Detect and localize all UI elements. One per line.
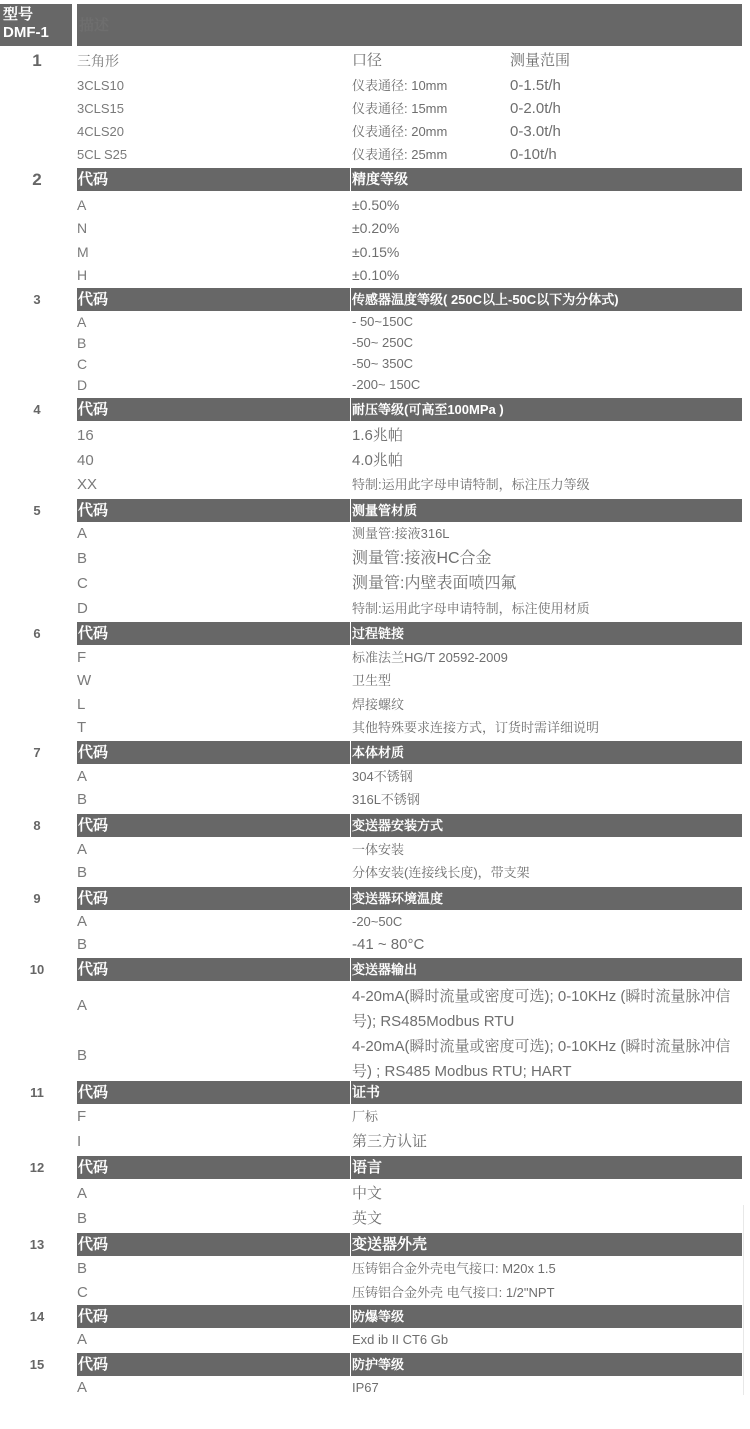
section-title: 防护等级 xyxy=(351,1353,742,1376)
code-header: 代码 xyxy=(77,814,350,837)
section-title: 变送器安装方式 xyxy=(351,814,742,837)
section-title: 耐压等级(可高至100MPa ) xyxy=(351,398,742,421)
table-row: 4CLS20 仪表通径: 20mm 0-3.0t/h xyxy=(77,123,561,140)
code-header: 代码 xyxy=(77,741,350,764)
section-title: 变送器外壳 xyxy=(351,1233,742,1256)
code-header: 代码 xyxy=(77,1156,350,1179)
table-row: 3CLS15 仪表通径: 15mm 0-2.0t/h xyxy=(77,100,561,117)
bore-column-header: 口径 xyxy=(352,52,383,69)
model-header-cell xyxy=(0,4,72,46)
shape-column-header: 三角形 xyxy=(77,53,119,69)
code-header: 代码 xyxy=(77,1353,350,1376)
code-header: 代码 xyxy=(77,1305,350,1328)
code-header: 代码 xyxy=(77,1081,350,1104)
page-edge-divider xyxy=(743,1205,744,1395)
code-header: 代码 xyxy=(77,168,350,191)
section-number: 1 xyxy=(32,51,42,70)
model-label: 型号 xyxy=(3,6,34,23)
description-header-cell: 描述 xyxy=(77,4,742,46)
section-title: 变送器输出 xyxy=(351,958,742,981)
code-header: 代码 xyxy=(77,1233,350,1256)
code-header: 代码 xyxy=(77,499,350,522)
code-header: 代码 xyxy=(77,958,350,981)
code-header: 代码 xyxy=(77,398,350,421)
section-title: 过程链接 xyxy=(351,622,742,645)
code-header: 代码 xyxy=(77,887,350,910)
table-row: 5CL S25 仪表通径: 25mm 0-10t/h xyxy=(77,146,557,163)
section-title: 精度等级 xyxy=(351,168,742,191)
section-title: 本体材质 xyxy=(351,741,742,764)
section-title: 证书 xyxy=(351,1081,742,1104)
table-row: A 4-20mA(瞬时流量或密度可选); 0-10KHz (瞬时流量脉冲信号); RS485Modbus RTU xyxy=(77,988,731,1030)
section-title: 测量管材质 xyxy=(351,499,742,522)
section-title: 变送器环境温度 xyxy=(351,887,742,910)
code-header: 代码 xyxy=(77,622,350,645)
model-value: DMF-1 xyxy=(3,24,49,41)
code-header: 代码 xyxy=(77,288,350,311)
range-column-header: 测量范围 xyxy=(510,52,571,69)
table-row: B 4-20mA(瞬时流量或密度可选); 0-10KHz (瞬时流量脉冲信号) ; RS485 Modbus RTU; HART xyxy=(77,1038,731,1080)
section-title: 传感器温度等级( 250C以上-50C以下为分体式) xyxy=(351,288,742,311)
section-title: 语言 xyxy=(351,1156,742,1179)
section-title: 防爆等级 xyxy=(351,1305,742,1328)
table-row: 3CLS10 仪表通径: 10mm 0-1.5t/h xyxy=(77,77,561,94)
